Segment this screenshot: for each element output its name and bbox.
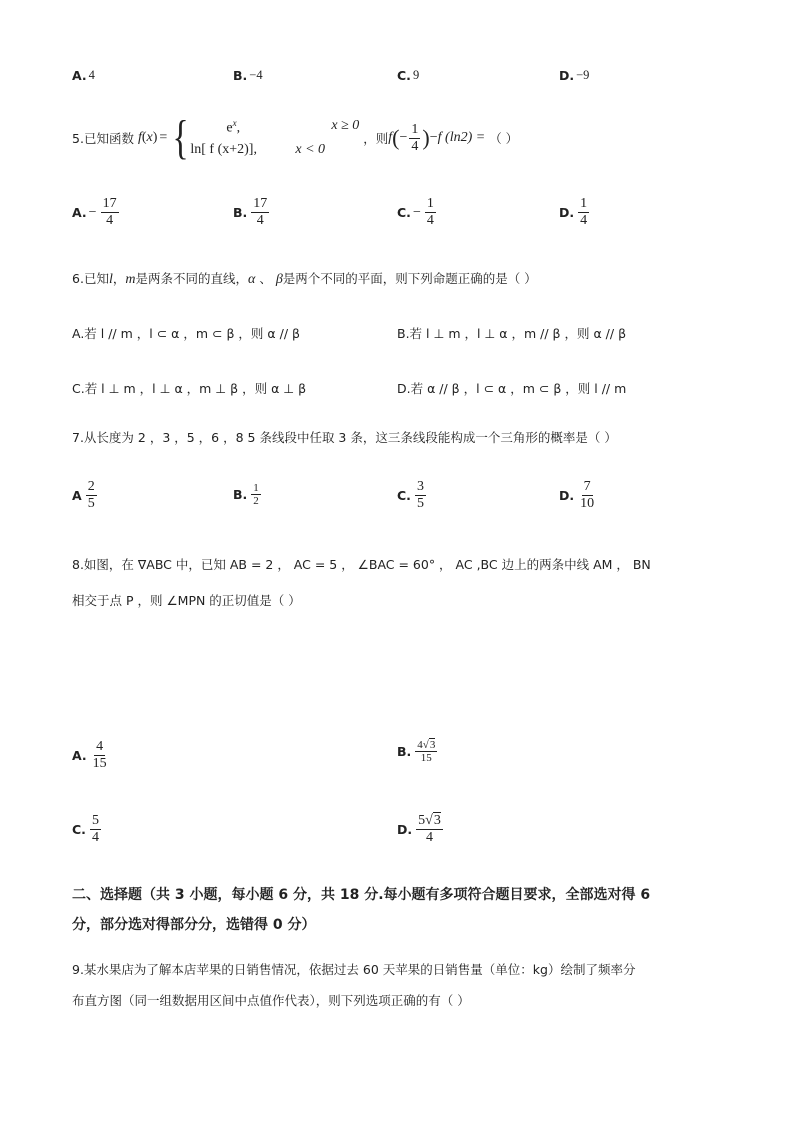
q6-option-c: C.若 l ⊥ m ，l ⊥ α ，m ⊥ β ，则 α ⊥ β xyxy=(72,381,307,396)
q7-stem: 7.从长度为 2 ，3 ，5 ，6 ，8 5 条线段中任取 3 条，这三条线段能构成一个三角形的概率是（ ） xyxy=(72,430,617,445)
q5-option-d: D. $\frac{1}{4}$ xyxy=(559,196,588,228)
case1-expr: $e^x$, xyxy=(226,117,241,136)
case1-cond: x ≥ 0 xyxy=(331,117,360,133)
q8-option-a: A. $\frac{4}{15}$ xyxy=(72,739,107,771)
q8-option-d: D. $\frac{5√3}{4}$ xyxy=(397,813,441,845)
q7-option-d: D. $\frac{7}{10}$ xyxy=(559,479,595,511)
q8-stem-line2: 相交于点 P ，则 ∠MPN 的正切值是（ ） xyxy=(72,593,301,608)
section2-heading-line2: 分，部分选对得部分分，选错得 0 分） xyxy=(72,917,316,933)
q4-option-c: C. 9 xyxy=(397,68,420,83)
q4-option-d: D. −9 xyxy=(559,68,590,83)
piecewise-cases xyxy=(190,118,359,159)
q9-stem-line1: 9.某水果店为了解本店苹果的日销售情况，依据过去 60 天苹果的日销售量（单位：kg）绘制了频率分 xyxy=(72,962,636,977)
q4-option-a: A. 4 xyxy=(72,68,95,83)
q8-option-b: B. $\frac{4√3}{15}$ xyxy=(397,739,436,764)
case2-expr: ln[ f (x+2)], xyxy=(190,142,257,158)
q5-stem: 5. 已知函数 f ( x ) = { $e^x$, x ≥ 0 ln[ f (x+2)], x < 0 ，则 f ( − $\frac{1}{4}$ ) − f (ln2) = （ ） xyxy=(72,111,519,164)
q5-frac-1-4: $\frac{1}{4}$ xyxy=(411,121,419,154)
q8-option-c: C. $\frac{5}{4}$ xyxy=(72,813,99,845)
q6-stem: 6.已知l，m是两条不同的直线，α 、 β是两个不同的平面，则下列命题正确的是（ ） xyxy=(72,271,537,287)
q7-option-b: B. $\frac{1}{2}$ xyxy=(233,482,259,507)
q9-stem-line2: 布直方图（同一组数据用区间中点值作代表），则下列选项正确的有（ ） xyxy=(72,993,470,1008)
q5-option-a: A. − $\frac{17}{4}$ xyxy=(72,196,117,228)
q4-option-b: B. −4 xyxy=(233,68,263,83)
q5-option-c: C. − $\frac{1}{4}$ xyxy=(397,196,434,228)
q5-option-b: B. $\frac{17}{4}$ xyxy=(233,196,268,228)
q7-option-a: A $\frac{2}{5}$ xyxy=(72,479,95,511)
q6-option-b: B.若 l ⊥ m ，l ⊥ α ，m // β ，则 α // β xyxy=(397,326,627,341)
case2-cond: x < 0 xyxy=(295,142,326,158)
q6-option-d: D.若 α // β ，l ⊂ α ，m ⊂ β ，则 l // m xyxy=(397,381,627,396)
q6-option-a: A.若 l // m ，l ⊂ α ，m ⊂ β ，则 α // β xyxy=(72,326,300,341)
section2-heading-line1: 二、选择题（共 3 小题，每小题 6 分，共 18 分.每小题有多项符合题目要求，全部选对得 6 xyxy=(72,887,651,903)
q8-stem-line1: 8.如图，在 ∇ABC 中，已知 AB = 2 ， AC = 5 ， ∠BAC = 60° ， AC ,BC 边上的两条中线 AM ， BN xyxy=(72,557,651,572)
q7-option-c: C. $\frac{3}{5}$ xyxy=(397,479,424,511)
piecewise-brace: { xyxy=(172,111,189,164)
